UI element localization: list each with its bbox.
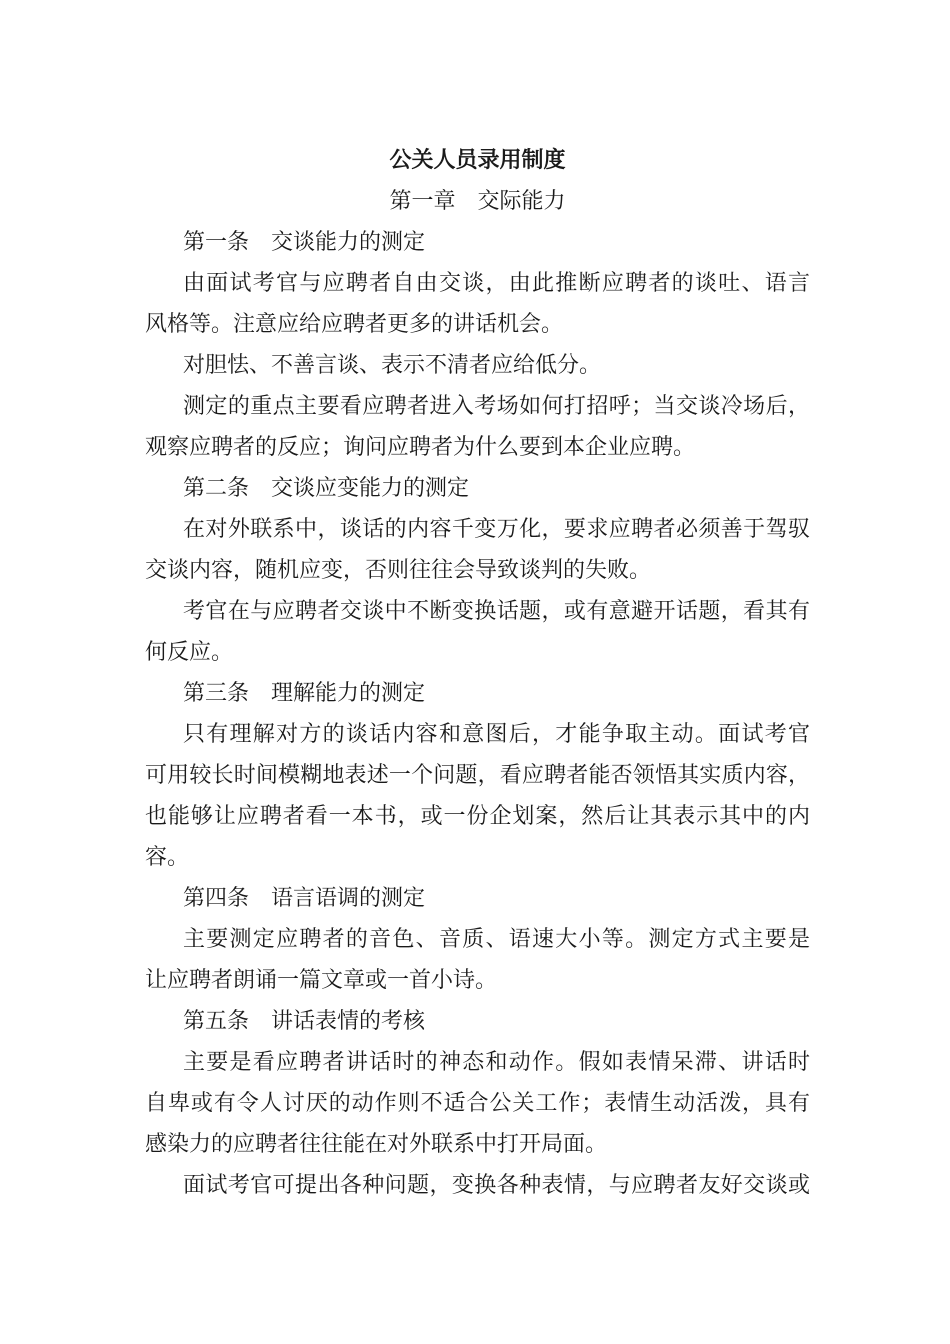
paragraph-line: 由面试考官与应聘者自由交谈，由此推断应聘者的谈吐、语言 [183, 271, 810, 296]
chapter-label: 第一章 [389, 189, 456, 214]
paragraph-line: 主要测定应聘者的音色、音质、语速大小等。测定方式主要是 [183, 927, 810, 952]
article-name: 交谈能力的测定 [271, 230, 426, 255]
chapter-heading [145, 181, 810, 222]
paragraph-line: 考官在与应聘者交谈中不断变换话题，或有意避开话题，看其有 [183, 599, 810, 624]
article-name: 语言语调的测定 [271, 886, 426, 911]
paragraph-line: 面试考官可提出各种问题，变换各种表情，与应聘者友好交谈或 [183, 1173, 810, 1198]
document-body [145, 140, 810, 1206]
paragraph-line: 风格等。注意应给应聘者更多的讲话机会。 [145, 312, 564, 337]
article-name: 交谈应变能力的测定 [271, 476, 470, 501]
article-heading [145, 1001, 810, 1042]
paragraph-line: 对胆怯、不善言谈、表示不清者应给低分。 [183, 353, 602, 378]
paragraph-line: 容。 [145, 845, 190, 870]
paragraph-line: 在对外联系中，谈话的内容千变万化，要求应聘者必须善于驾驭 [183, 517, 810, 542]
paragraph-line: 感染力的应聘者往往能在对外联系中打开局面。 [145, 1132, 608, 1157]
article-heading [145, 468, 810, 509]
article-name: 讲话表情的考核 [271, 1009, 426, 1034]
paragraph-line: 只有理解对方的谈话内容和意图后，才能争取主动。面试考官 [183, 722, 810, 747]
paragraph-line: 也能够让应聘者看一本书，或一份企划案，然后让其表示其中的内 [145, 804, 810, 829]
chapter-name: 交际能力 [477, 189, 566, 214]
article-label: 第一条 [183, 230, 250, 255]
paragraph-line: 自卑或有令人讨厌的动作则不适合公关工作；表情生动活泼，具有 [145, 1091, 810, 1116]
article-label: 第三条 [183, 681, 250, 706]
paragraph-line: 可用较长时间模糊地表述一个问题，看应聘者能否领悟其实质内容， [145, 763, 810, 788]
paragraph-line: 何反应。 [145, 640, 234, 665]
paragraph-line: 主要是看应聘者讲话时的神态和动作。假如表情呆滞、讲话时 [183, 1050, 810, 1075]
document-title: 公关人员录用制度 [389, 148, 566, 173]
article-label: 第五条 [183, 1009, 250, 1034]
paragraph-line: 让应聘者朗诵一篇文章或一首小诗。 [145, 968, 498, 993]
article-label: 第二条 [183, 476, 250, 501]
paragraph-line: 交谈内容，随机应变，否则往往会导致谈判的失败。 [145, 558, 652, 583]
article-heading [145, 878, 810, 919]
paragraph-line: 测定的重点主要看应聘者进入考场如何打招呼；当交谈冷场后， [183, 394, 810, 419]
article-name: 理解能力的测定 [271, 681, 426, 706]
article-label: 第四条 [183, 886, 250, 911]
article-heading [145, 673, 810, 714]
article-heading [145, 222, 810, 263]
paragraph-line: 观察应聘者的反应；询问应聘者为什么要到本企业应聘。 [145, 435, 696, 460]
